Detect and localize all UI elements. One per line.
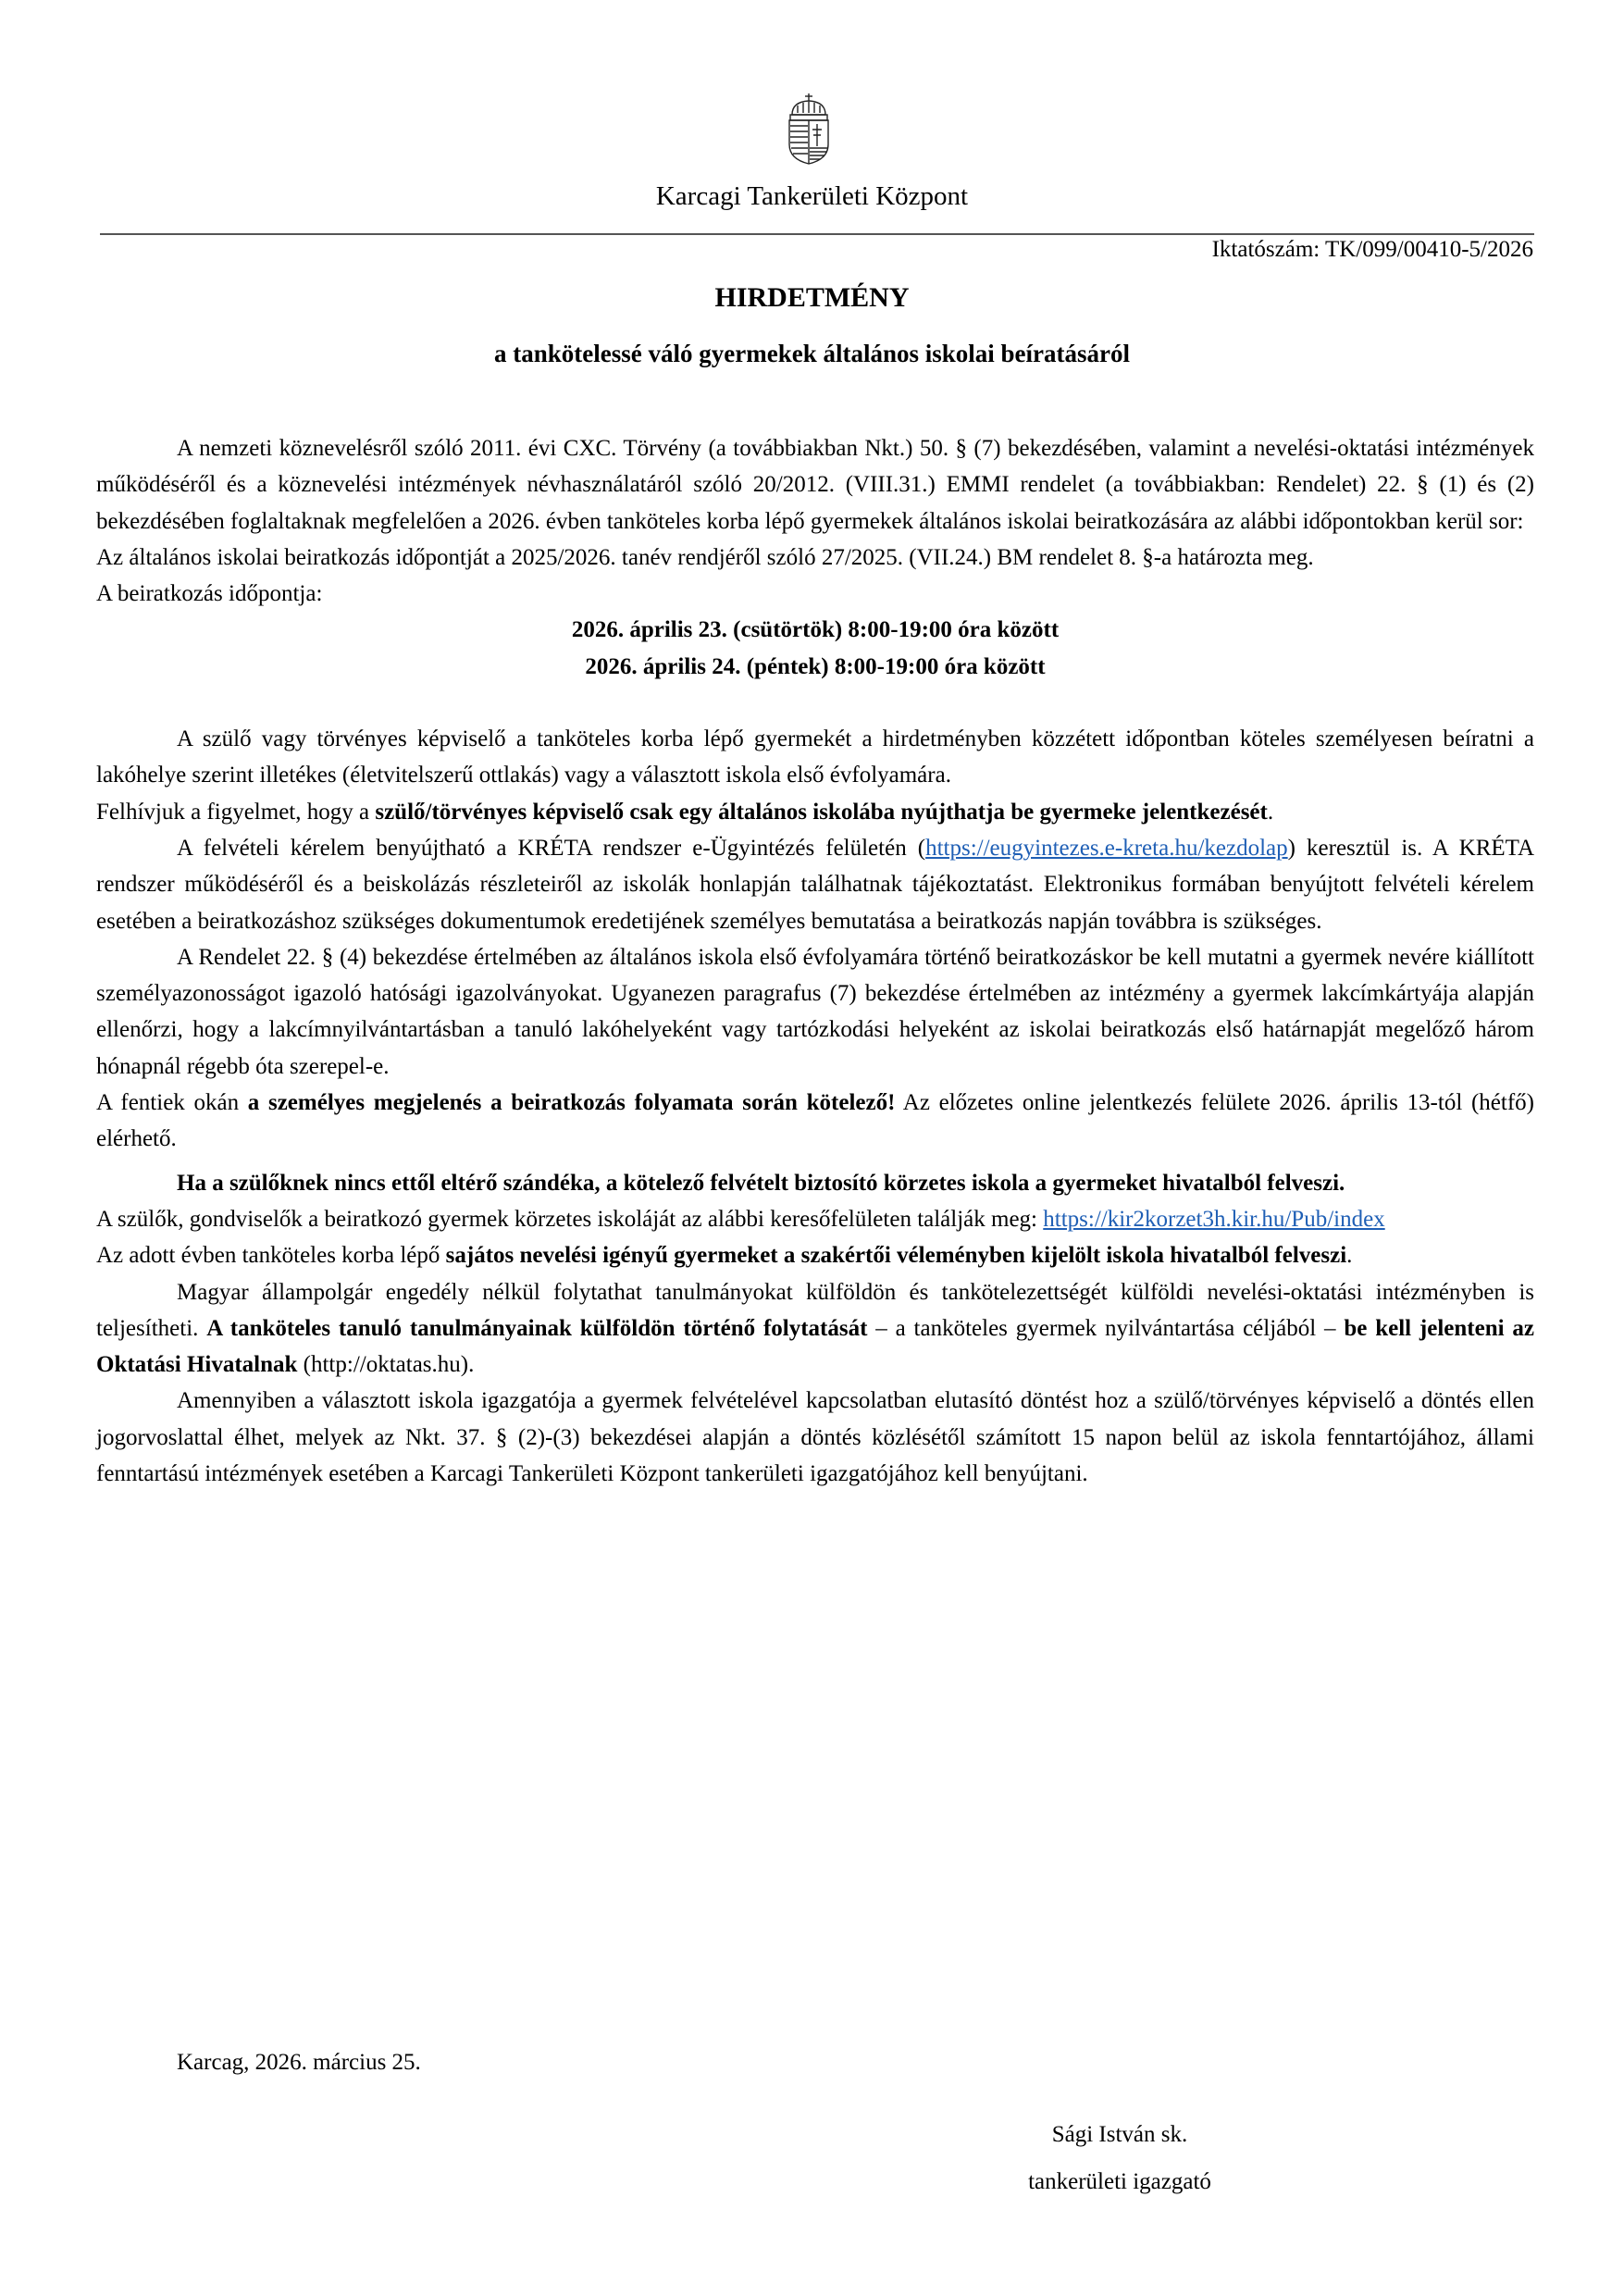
place-date: Karcag, 2026. március 25.	[177, 2050, 421, 2075]
paragraph-appeal: Amennyiben a választott iskola igazgatója a gyermek felvételével kapcsolatban elutasító döntést hoz a szülő/törvényes képviselő a döntés ellen jogorvoslattal élhet, melyek az Nkt. 37. § (2)-(3) bekezdései alapján a döntés közlésétől számított 15 napon belül az iskola fenntartójához, állami fenntartású intézmények esetében a Karcagi Tankerületi Központ tankerületi igazgatójához kell benyújtani.	[96, 1388, 1534, 1487]
text: ) keresztül is. A KRÉTA rendszer működéséről és a beiskolázás részleteiről az iskolák honlapján találhatnak tájékoztatást. Elektronikus formában benyújtott felvételi kérelem esetében a beiratkozáshoz szükséges dokumentumok eredetijének személyes bemutatása a beiratkozás napján továbbra is szükséges.	[96, 835, 1534, 934]
document-body	[96, 430, 1534, 1492]
kir-search-link[interactable]: https://kir2korzet3h.kir.hu/Pub/index	[1043, 1206, 1385, 1232]
bold-text: be kell jelenteni az Oktatási Hivatalnak	[96, 1315, 1535, 1378]
document-subtitle: a tankötelessé váló gyermekek általános iskolai beíratásáról	[494, 340, 1130, 367]
paragraph-kreta	[96, 830, 1534, 939]
header-divider	[100, 233, 1534, 235]
text: A felvételi kérelem benyújtható a KRÉTA rendszer e-Ügyintézés felületén (	[177, 835, 926, 861]
enrollment-date-1: 2026. április 23. (csütörtök) 8:00-19:00 óra között	[571, 617, 1060, 643]
paragraph-parent-duty: A szülő vagy törvényes képviselő a tanköteles korba lépő gyermekét a hirdetményben közzétett időpontban köteles személyesen beíratni a lakóhelye szerint illetékes (életvitelszerű ottlakás) vagy a választott iskola első évfolyamára.	[96, 726, 1534, 788]
paragraph-special-needs	[96, 1237, 1534, 1273]
document-title: HIRDETMÉNY	[714, 282, 910, 313]
text: Az előzetes online jelentkezés felülete 2026. április 13-tól (hétfő) elérhető.	[96, 1090, 1534, 1152]
organization-name: Karcagi Tankerületi Központ	[655, 181, 969, 211]
paragraph-date-decree: Az általános iskolai beiratkozás időpontját a 2025/2026. tanév rendjéről szóló 27/2025. (VII.24.) BM rendelet 8. §-a határozta meg.	[96, 544, 1314, 570]
text: Felhívjuk a figyelmet, hogy a	[96, 799, 376, 825]
signer-name: Sági István sk.	[1051, 2122, 1188, 2147]
hungarian-coat-of-arms-icon	[783, 93, 835, 165]
signer-title: tankerületi igazgató	[1028, 2169, 1211, 2194]
reference-number: Iktatószám: TK/099/00410-5/2026	[1211, 237, 1533, 262]
text: Az adott évben tanköteles korba lépő	[96, 1243, 446, 1269]
text: A fentiek okán	[96, 1090, 248, 1116]
paragraph-abroad	[96, 1274, 1534, 1384]
bold-text: a személyes megjelenés a beiratkozás folyamata során kötelező!	[247, 1090, 896, 1116]
bold-text: sajátos nevelési igényű gyermeket a szakértői véleményben kijelölt iskola hivatalból felveszi	[445, 1243, 1347, 1269]
text: Magyar állampolgár engedély nélkül folytathat tanulmányokat külföldön és tankötelezettségét külföldi nevelési-oktatási intézményben is teljesítheti.	[96, 1279, 1534, 1341]
text: A szülők, gondviselők a beiratkozó gyermek körzetes iskoláját az alábbi keresőfelületen találják meg:	[96, 1206, 1044, 1232]
paragraph-district-school: Ha a szülőknek nincs ettől eltérő szándéka, a kötelező felvételt biztosító körzetes iskola a gyermeket hivatalból felveszi.	[177, 1170, 1345, 1196]
text: .	[1346, 1243, 1353, 1269]
paragraph-personal-presence	[96, 1085, 1534, 1158]
bold-text: szülő/törvényes képviselő csak egy általános iskolába nyújthatja be gyermeke jelentkezését	[375, 799, 1268, 825]
paragraph-enrollment-label: A beiratkozás időpontja:	[96, 581, 323, 607]
text: – a tanköteles gyermek nyilvántartása céljából –	[867, 1315, 1345, 1341]
paragraph-search	[96, 1201, 1534, 1237]
text: (http://oktatas.hu).	[297, 1352, 475, 1378]
paragraph-attention	[96, 794, 1534, 830]
text: .	[1267, 799, 1274, 825]
paragraph-documents: A Rendelet 22. § (4) bekezdése értelmében az általános iskola első évfolyamára történő beiratkozáskor be kell mutatni a gyermek nevére kiállított személyazonosságot igazoló hatósági igazolványokat. Ugyanezen paragrafus (7) bekezdése értelmében az intézmény a gyermek lakcímkártyája alapján ellenőrzi, hogy a lakcímnyilvántartásban a tanuló lakóhelyeként vagy tartózkodási helyeként az iskolai beiratkozás első határnapját megelőző három hónapnál régebb óta szerepel-e.	[96, 944, 1534, 1079]
bold-text: A tanköteles tanuló tanulmányainak külföldön történő folytatását	[206, 1315, 868, 1341]
paragraph-legal-basis: A nemzeti köznevelésről szóló 2011. évi CXC. Törvény (a továbbiakban Nkt.) 50. § (7) bekezdésében, valamint a nevelési-oktatási intézmények működéséről és a köznevelési intézmények névhasználatáról szóló 20/2012. (VIII.31.) EMMI rendelet (a továbbiakban: Rendelet) 22. § (1) és (2) bekezdésében foglaltaknak megfelelően a 2026. évben tanköteles korba lépő gyermekek általános iskolai beiratkozására az alábbi időpontokban kerül sor:	[96, 436, 1534, 534]
kreta-link[interactable]: https://eugyintezes.e-kreta.hu/kezdolap	[925, 835, 1288, 861]
enrollment-date-2: 2026. április 24. (péntek) 8:00-19:00 óra között	[585, 653, 1046, 679]
